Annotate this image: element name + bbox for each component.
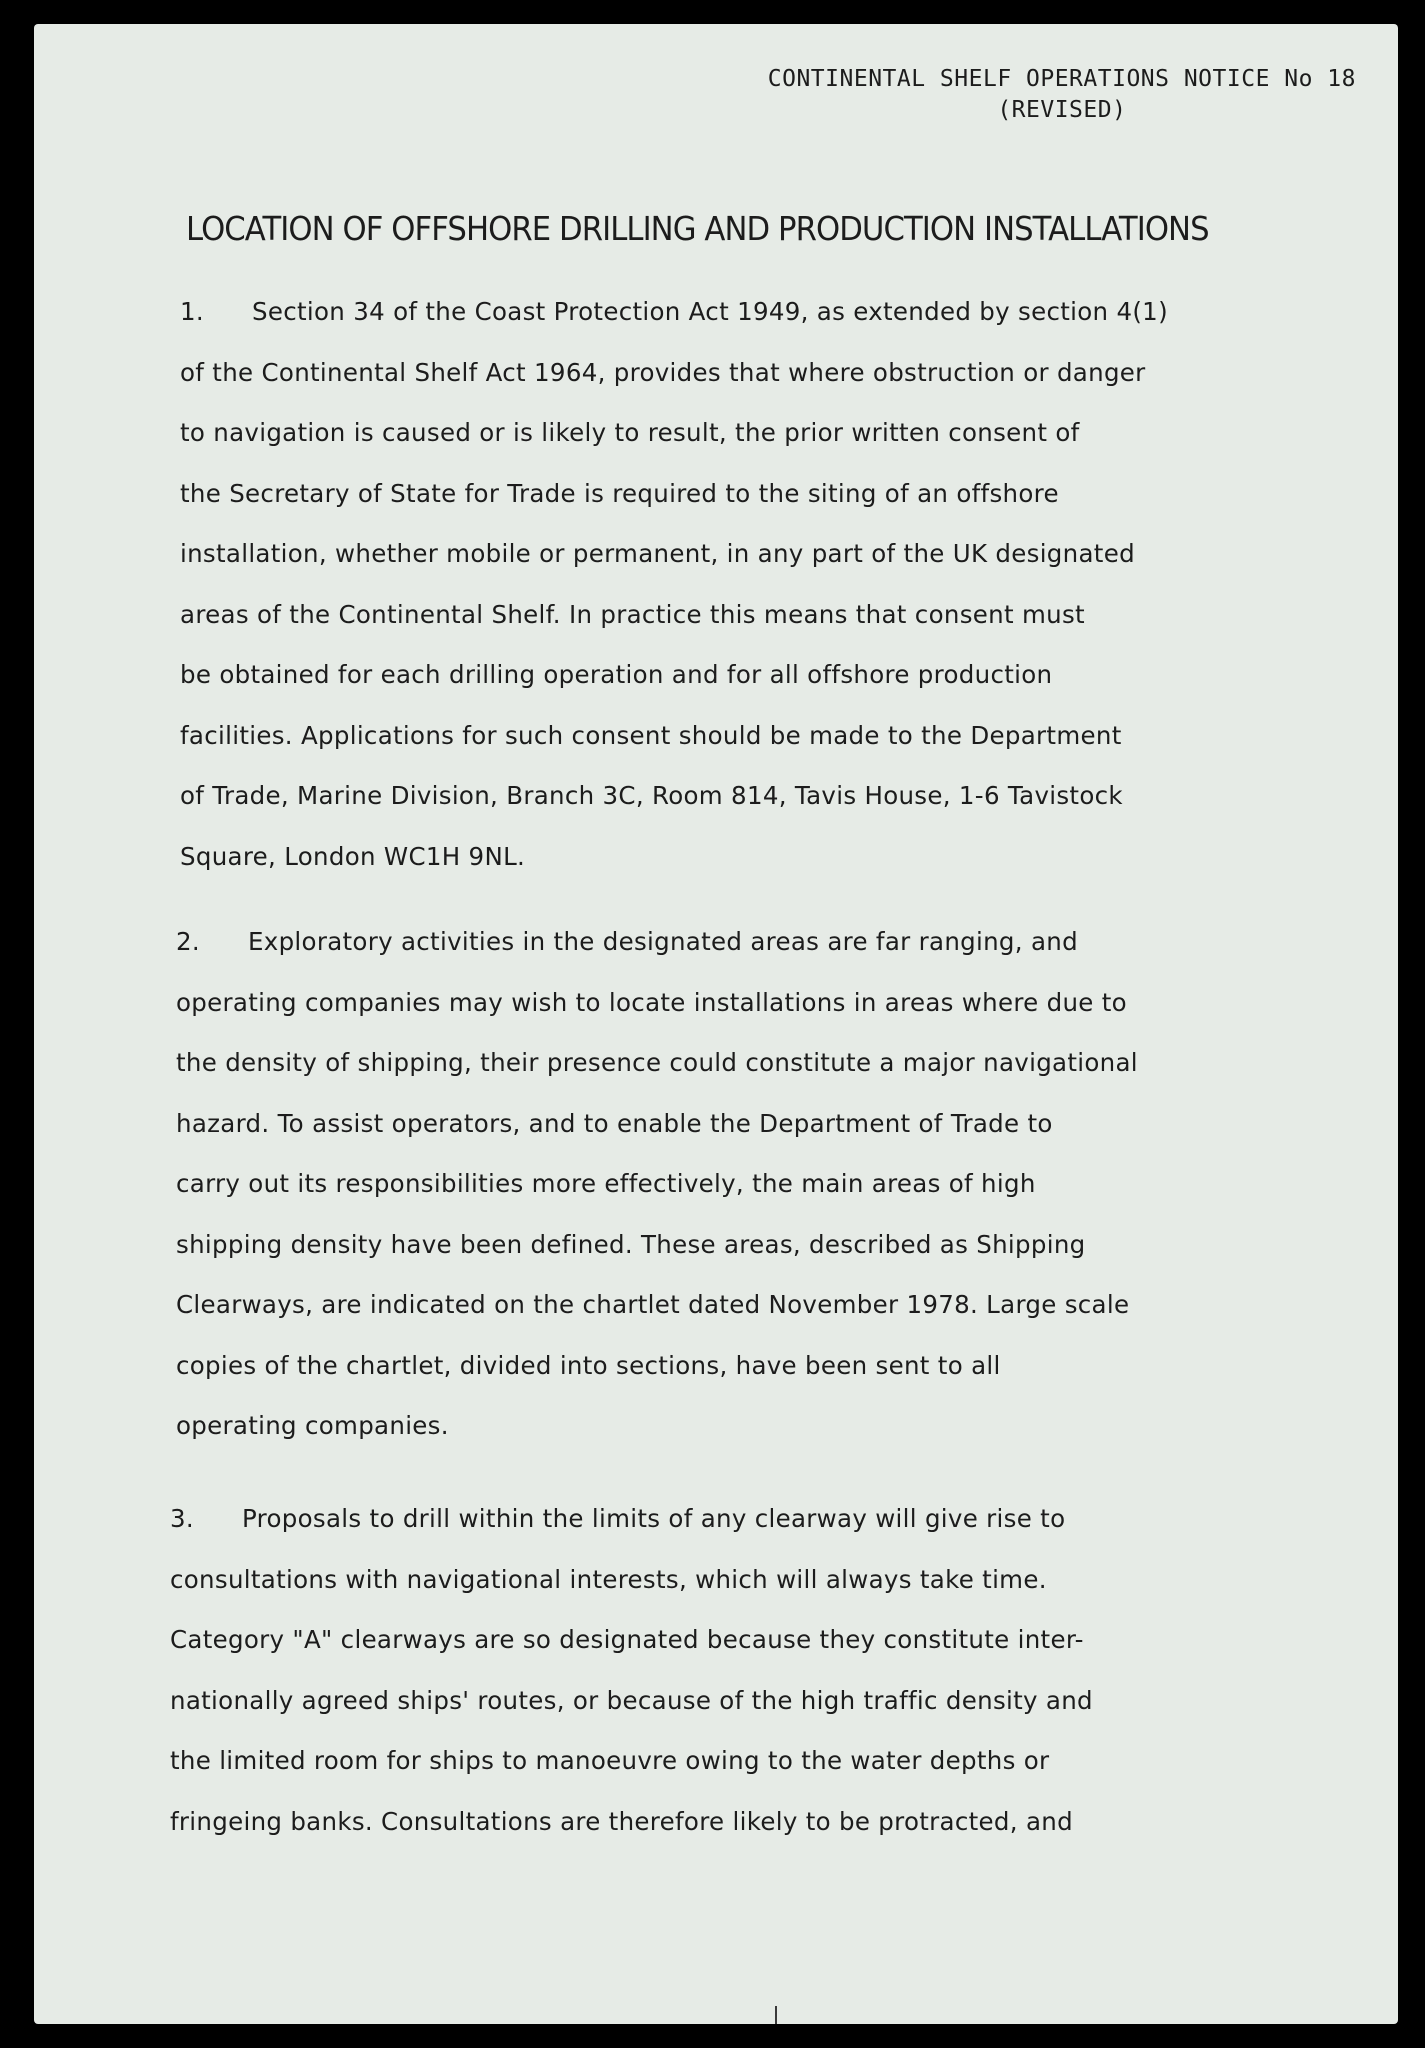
paragraph-line: shipping density have been defined. These areas, described as Shipping [176,1229,1086,1259]
notice-header [768,64,1356,126]
paragraph-line: of Trade, Marine Division, Branch 3C, Room 814, Tavis House, 1-6 Tavistock [180,781,1123,810]
paragraph-line: to navigation is caused or is likely to result, the prior written consent of [180,418,1080,447]
page-edge-mark [775,2006,777,2024]
paragraph-line: operating companies. [176,1411,449,1440]
paragraph-line: fringeing banks. Consultations are therefore likely to be protracted, and [170,1806,1073,1836]
notice-header-line2: (REVISED) [997,97,1127,123]
document-title: LOCATION OF OFFSHORE DRILLING AND PRODUCTION INSTALLATIONS [186,209,1209,248]
paragraph-line: areas of the Continental Shelf. In practice this means that consent must [180,599,1085,629]
paragraph-1 [180,282,1390,887]
paragraph-line: be obtained for each drilling operation and for all offshore production [180,660,1053,689]
paragraph-line: copies of the chartlet, divided into sections, have been sent to all [176,1350,1001,1380]
paragraph-2 [176,912,1386,1457]
paragraph-line: Category "A" clearways are so designated because they constitute inter- [170,1625,1084,1654]
paragraph-line: hazard. To assist operators, and to enable the Department of Trade to [176,1108,1053,1138]
paragraph-line: 2. Exploratory activities in the designated areas are far ranging, and [176,912,1386,973]
paragraph-number: 2. [176,927,200,956]
paragraph-line: installation, whether mobile or permanent, in any part of the UK designated [180,539,1135,568]
paragraph-line: the Secretary of State for Trade is required to the siting of an offshore [180,478,1059,508]
paragraph-3 [170,1489,1380,1852]
notice-header-line1: CONTINENTAL SHELF OPERATIONS NOTICE No 18 [767,66,1356,92]
paragraph-line: Clearways, are indicated on the chartlet dated November 1978. Large scale [176,1290,1130,1319]
paragraph-line: carry out its responsibilities more effectively, the main areas of high [176,1169,1036,1198]
paragraph-line: of the Continental Shelf Act 1964, provides that where obstruction or danger [180,357,1146,387]
paragraph-line: nationally agreed ships' routes, or because of the high traffic density and [170,1685,1093,1715]
paragraph-number: 3. [170,1504,194,1533]
paragraph-line: facilities. Applications for such consent should be made to the Department [180,720,1122,750]
paragraph-line: Square, London WC1H 9NL. [180,841,526,871]
paragraph-line: 3. Proposals to drill within the limits of any clearway will give rise to [170,1489,1380,1550]
paragraph-line: the limited room for ships to manoeuvre owing to the water depths or [170,1746,1050,1775]
paragraph-line: the density of shipping, their presence could constitute a major navigational [176,1048,1138,1077]
paragraph-line: 1. Section 34 of the Coast Protection Act 1949, as extended by section 4(1) [180,282,1390,343]
paragraph-line: operating companies may wish to locate installations in areas where due to [176,987,1127,1017]
document-page [34,24,1398,2024]
paragraph-line: consultations with navigational interests, which will always take time. [170,1564,1047,1594]
paragraph-number: 1. [180,297,204,326]
